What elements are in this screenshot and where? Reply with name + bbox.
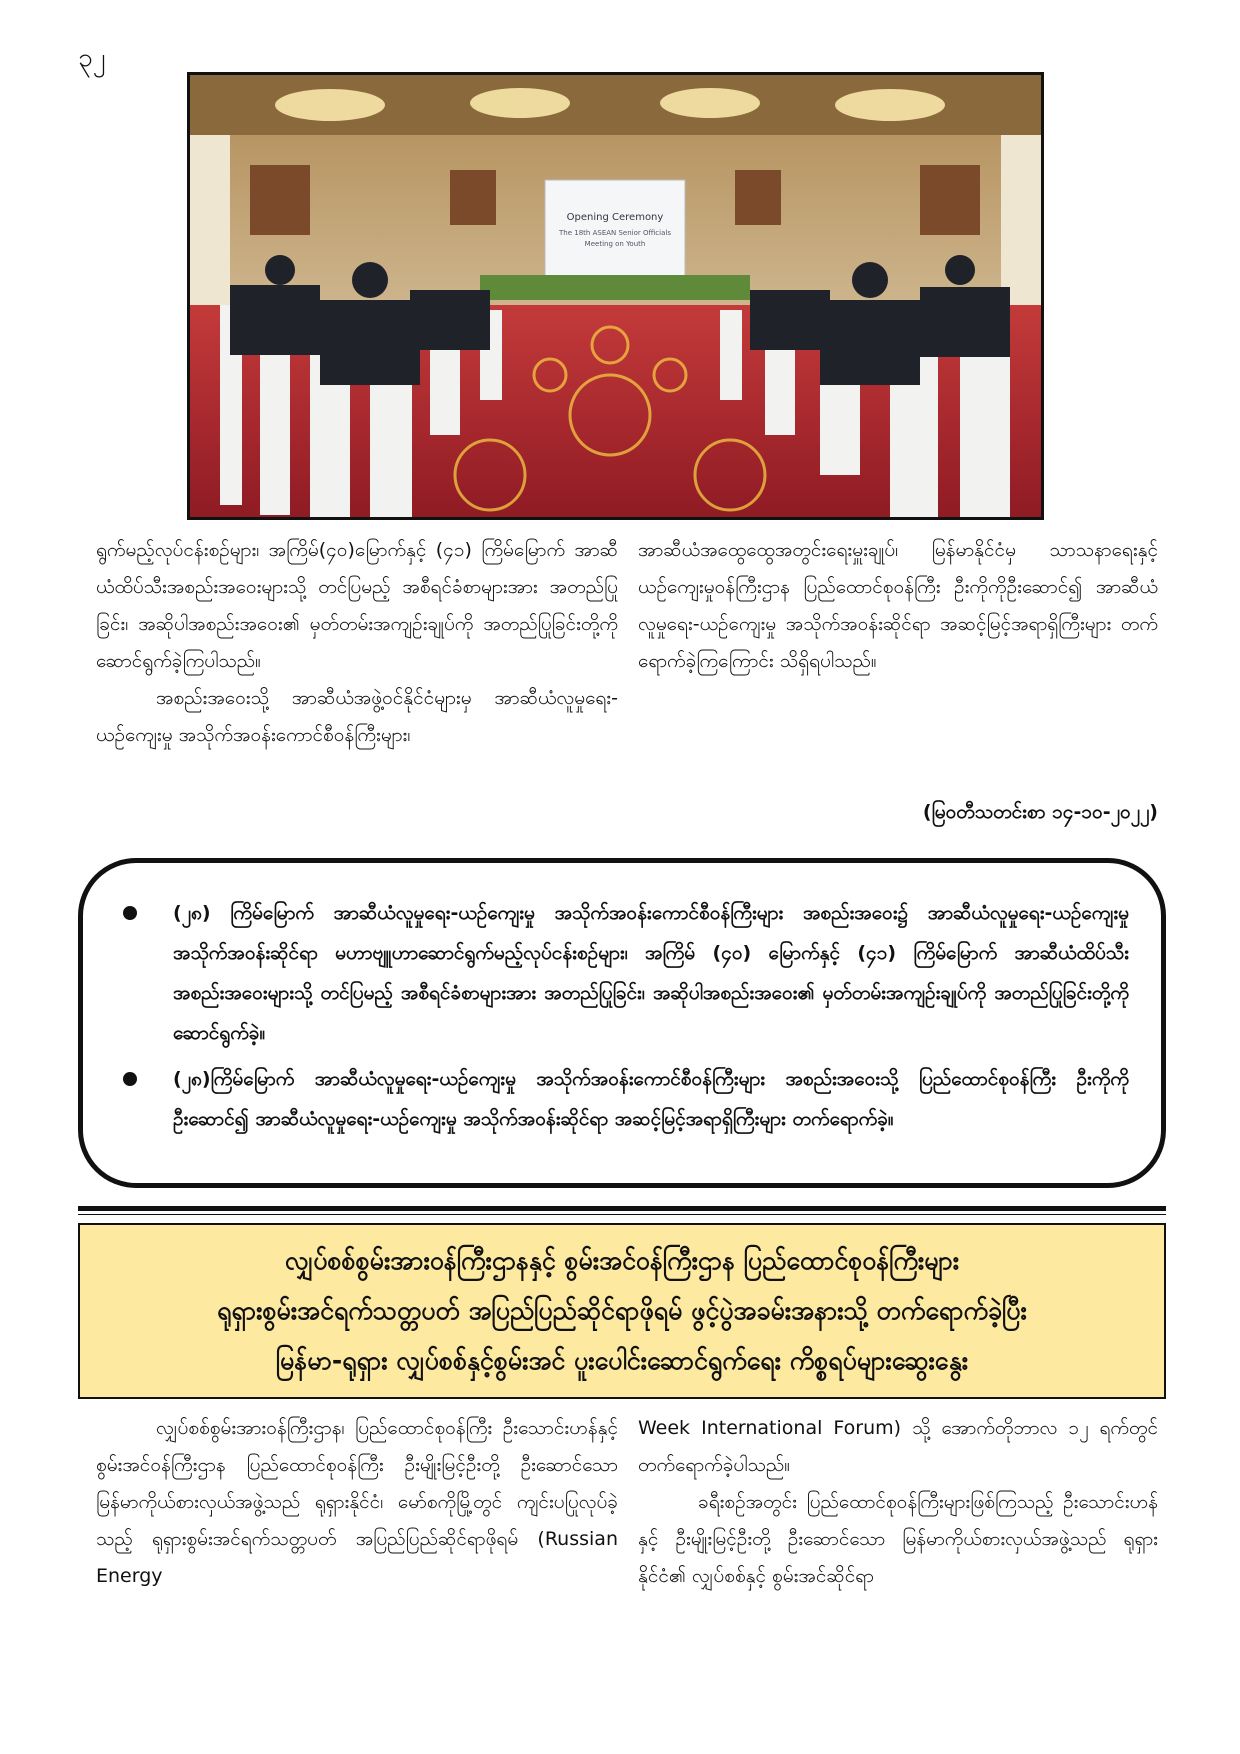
article1-right-column <box>638 532 1158 680</box>
summary-item <box>123 1059 1129 1139</box>
section-divider-thin <box>78 1214 1166 1215</box>
page-number: ၃၂ <box>78 43 106 73</box>
news-source: (မြဝတီသတင်းစာ ၁၄-၁၀-၂၀၂၂) <box>922 801 1158 823</box>
headline-line-3: မြန်မာ-ရုရှား လျှပ်စစ်နှင့်စွမ်းအင် ပူးပေါင်းဆောင်ရွက်ရေး ကိစ္စရပ်များဆွေးနွေး <box>275 1346 969 1375</box>
screen-subtitle: The 18th ASEAN Senior Officials <box>559 229 671 237</box>
article2-right-paragraph-1: Week International Forum) သို့ အောက်တိုဘာလ ၁၂ ရက်တွင် တက်ရောက်ခဲ့ပါသည်။ <box>638 1417 1158 1476</box>
bullet-icon <box>123 1072 137 1086</box>
article1-left-paragraph-2: အစည်းအဝေးသို့ အာဆီယံအဖွဲ့ဝင်နိုင်ငံများမှ အာဆီယံလူမှုရေး-ယဉ်ကျေးမှု အသိုက်အဝန်းကောင်စီဝန်ကြီးများ၊ <box>96 687 618 746</box>
section-divider <box>78 1206 1166 1211</box>
headline-line-1: လျှပ်စစ်စွမ်းအားဝန်ကြီးဌာနနှင့် စွမ်းအင်ဝန်ကြီးဌာန ပြည်ထောင်စုဝန်ကြီးများ <box>284 1246 960 1275</box>
summary-item-text: (၂၈)ကြိမ်မြောက် အာဆီယံလူမှုရေး-ယဉ်ကျေးမှု အသိုက်အဝန်းကောင်စီဝန်ကြီးများ အစည်းအဝေးသို့ ပြည်ထောင်စုဝန်ကြီး ဦးကိုကိုဦးဆောင်၍ အာဆီယံလူမှုရေး-ယဉ်ကျေးမှု အသိုက်အဝန်းဆိုင်ရာ အဆင့်မြင့်အရာရှိကြီးများ တက်ရောက်ခဲ့။ <box>173 1068 1129 1130</box>
conference-photo <box>187 72 1044 520</box>
article2-left-paragraph-1: လျှပ်စစ်စွမ်းအားဝန်ကြီးဌာန၊ ပြည်ထောင်စုဝန်ကြီး ဦးသောင်းဟန်နှင့် စွမ်းအင်ဝန်ကြီးဌာန ပြည်ထောင်စုဝန်ကြီး ဦးမျိုးမြင့်ဦးတို့ ဦးဆောင်သော မြန်မာကိုယ်စားလှယ်အဖွဲ့သည် ရုရှားနိုင်ငံ၊ မော်စကိုမြို့တွင် ကျင်းပပြုလုပ်ခဲ့သည့် ရုရှားစွမ်းအင်ရက်သတ္တပတ် အပြည်ပြည်ဆိုင်ရာဖိုရမ် (Russian Energy <box>96 1417 618 1587</box>
summary-item <box>123 893 1129 1053</box>
summary-item-text: (၂၈) ကြိမ်မြောက် အာဆီယံလူမှုရေး-ယဉ်ကျေးမှု အသိုက်အဝန်းကောင်စီဝန်ကြီးများ အစည်းအဝေး၌ အာဆီယံလူမှုရေး-ယဉ်ကျေးမှု အသိုက်အဝန်းဆိုင်ရာ မဟာဗျူဟာဆောင်ရွက်မည့်လုပ်ငန်းစဉ်များ၊ အကြိမ် (၄၀) မြောက်နှင့် (၄၁) ကြိမ်မြောက် အာဆီယံထိပ်သီးအစည်းအဝေးများသို့ တင်ပြမည့် အစီရင်ခံစာများအား အတည်ပြုခြင်း၊ အဆိုပါအစည်းအဝေး၏ မှတ်တမ်းအကျဉ်းချုပ်ကို အတည်ပြုခြင်းတို့ကို ဆောင်ရွက်ခဲ့။ <box>173 902 1129 1044</box>
summary-box <box>78 858 1166 1188</box>
headline-line-2: ရုရှားစွမ်းအင်ရက်သတ္တပတ် အပြည်ပြည်ဆိုင်ရာဖိုရမ် ဖွင့်ပွဲအခမ်းအနားသို့ တက်ရောက်ခဲ့ပြီး <box>217 1296 1027 1325</box>
article2-right-column <box>638 1410 1158 1595</box>
article1-left-paragraph-1: ရွက်မည့်လုပ်ငန်းစဉ်များ၊ အကြိမ်(၄၀)မြောက်နှင့် (၄၁) ကြိမ်မြောက် အာဆီယံထိပ်သီးအစည်းအဝေးများသို့ တင်ပြမည့် အစီရင်ခံစာများအား အတည်ပြုခြင်း၊ အဆိုပါအစည်းအဝေး၏ မှတ်တမ်းအကျဉ်းချုပ်ကို အတည်ပြုခြင်းတို့ကို ဆောင်ရွက်ခဲ့ကြပါသည်။ <box>96 539 618 672</box>
bullet-icon <box>123 906 137 920</box>
headline-box <box>78 1223 1166 1399</box>
screen-subtitle-2: Meeting on Youth <box>584 240 646 248</box>
article2-right-paragraph-2: ခရီးစဉ်အတွင်း ပြည်ထောင်စုဝန်ကြီးများဖြစ်ကြသည့် ဦးသောင်းဟန်နှင့် ဦးမျိုးမြင့်ဦးတို့ ဦးဆောင်သော မြန်မာကိုယ်စားလှယ်အဖွဲ့သည် ရုရှားနိုင်ငံ၏ လျှပ်စစ်နှင့် စွမ်းအင်ဆိုင်ရာ <box>638 1491 1158 1587</box>
screen-title: Opening Ceremony <box>566 212 664 223</box>
conference-hall-image <box>190 75 1041 517</box>
article1-left-column <box>96 532 618 754</box>
article2-left-column <box>96 1410 618 1595</box>
article1-right-paragraph-1: အာဆီယံအထွေထွေအတွင်းရေးမှူးချုပ်၊ မြန်မာနိုင်ငံမှ သာသနာရေးနှင့်ယဉ်ကျေးမှုဝန်ကြီးဌာန ပြည်ထောင်စုဝန်ကြီး ဦးကိုကိုဦးဆောင်၍ အာဆီယံလူမှုရေး-ယဉ်ကျေးမှု အသိုက်အဝန်းဆိုင်ရာ အဆင့်မြင့်အရာရှိကြီးများ တက်ရောက်ခဲ့ကြကြောင်း သိရှိရပါသည်။ <box>638 539 1158 672</box>
